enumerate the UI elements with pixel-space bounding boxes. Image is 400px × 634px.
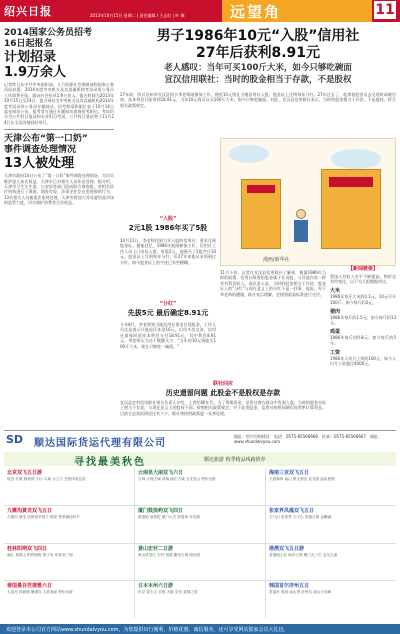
- route-text: 漓江 象鼻山 阳朔西街 银子岩 印象刘三姐: [7, 552, 73, 557]
- route-text: 石林 大理古城 洱海 丽江古城 玉龙雪山 特价出游: [138, 477, 216, 481]
- ad-route-cell[interactable]: [4, 581, 134, 618]
- ad-route-cell[interactable]: [135, 468, 265, 505]
- ad-route-cell[interactable]: [135, 506, 265, 543]
- route-text: 天涯海角 南山 蜈支洲岛 亚龙湾 温泉度假: [269, 477, 335, 481]
- section-b-title: [120, 300, 216, 318]
- ad-route-grid: [4, 468, 396, 618]
- news-link-sidebar: [330, 265, 396, 425]
- sidebar-item-title: 大米: [330, 288, 341, 295]
- person-body: [294, 220, 308, 242]
- illustration-caption: 漫画/新华社: [263, 257, 290, 263]
- bank-sign: [329, 177, 373, 187]
- paper-name: 绍兴日报: [4, 5, 52, 18]
- cloud-shape: [331, 149, 381, 169]
- story2-headline3: 13人被处理: [4, 156, 75, 172]
- section-d-body: 11月下旬，记者在宣汉县信用联社了解到，根据1986年当时的政策，信用社吸收的股金属于社员股，与其他存款一样享有利息收入。该负责人说，当时的股金相当于存款，股金证上的“分红”与现在意义上的分红不是一回事。他说，对于李老师的遭遇，联社表示理解，会按照最高标准进行兑付。: [220, 270, 326, 297]
- story1-body: 记者昨日从中共中央组织部、人力资源社会保障部和国家公务员局获悉，2014年度中央机关及其直属机构考试录用公务员工作即将开始，面向社会招录1.9万余人。报名时间为2013年10月15日至24日，报名网站为中央机关及其直属机构2014年度考试录用公务员专题网站。招考简章和职位表于10月14日起在网站公布。报考者可通过专题网站查询招考职位。考试仍分为公共科目笔试和专业科目考试，公共科目笔试将于11月24日在全国各地同时举行。: [4, 82, 114, 125]
- story-tianjin-milk[interactable]: [4, 134, 114, 205]
- ad-route-cell[interactable]: [135, 581, 265, 618]
- section-a-title: [120, 215, 216, 233]
- company-ad-strip[interactable]: [4, 430, 396, 450]
- route-title: 黄山宏村二日游: [138, 545, 174, 552]
- route-text: 九寨沟 黄龙 成都宽窄巷子 锦里 秋季最佳时节: [7, 514, 80, 519]
- main-story: [120, 28, 396, 108]
- section-c-tag: 联社回应: [212, 381, 233, 387]
- section-name: 远望角: [230, 3, 282, 21]
- footer-bar: [0, 624, 400, 634]
- section-a-body: 10月11日，李老师找到当年入股的信用社，要求兑现股金证。据他回忆，1986年他刚参加工作，信用社工作人员上门动员入股，每股2元，他便买了5股共计10元。股金证上写明每年分红，但27年来他从未领到过分红。如今股金证上的字迹已有些模糊。: [120, 238, 216, 265]
- sidebar-item-text: 1986年每斤约0.8元；如今每斤约5元。: [330, 335, 396, 346]
- section-a-tag: “入股”: [159, 216, 177, 222]
- section-b-heading: 先拔5元 最后确定8.91元: [127, 309, 209, 317]
- company-logo: SD: [6, 433, 24, 446]
- ad-route-cell[interactable]: [135, 544, 265, 581]
- main-headline-2: 27年后获利8.91元: [195, 45, 321, 61]
- ad-route-cell[interactable]: [266, 581, 396, 618]
- route-text: 天门山 袁家界 天子山 凤凰古城 金鞭溪: [269, 514, 332, 519]
- route-title: 韩国首尔济州五日: [269, 583, 310, 590]
- sidebar-title: 【新闻链接】: [347, 266, 378, 272]
- route-text: 故宫 长城 颐和园 天坛 鸟巢 水立方 全程四星住宿: [7, 477, 86, 481]
- route-title: 九寨沟黄龙双飞五日: [7, 507, 53, 514]
- route-title: 海南三亚双飞五日: [269, 470, 310, 476]
- ad-route-cell[interactable]: [4, 544, 134, 581]
- route-text: 香港迪士尼 海洋公园 澳门大三巴 金光大道: [269, 552, 338, 557]
- story2-headline1: 天津公布“第一口奶”: [4, 134, 88, 145]
- ad-route-cell[interactable]: [266, 544, 396, 581]
- section-b-body: 今年8月，李老师到当地信用社要求兑现股金，工作人员先是表示只能退还本金10元，后经多次交涉，信用社最终同意连本带息支付18.91元，其中利息8.91元。李老师认为这个数额太少，“当年的10元钱能买100斤大米，现在只够吃一碗面。”: [120, 322, 216, 349]
- story1-headline1: 计划招录: [4, 50, 57, 65]
- sidebar-item-text: 1986年人均月工资约100元；如今人均月工资超过4000元。: [330, 355, 396, 366]
- masthead: [0, 0, 400, 22]
- column-divider: [4, 129, 114, 130]
- main-headline: 男子1986年10元“入股”信用社: [156, 28, 360, 44]
- main-subhead-2: 宣汉信用联社：当时的股金相当于存款，不是股权: [164, 75, 352, 85]
- sidebar-item-title: 猪肉: [330, 308, 341, 315]
- cloud-shape: [229, 145, 269, 163]
- story1-kicker2: 16日起报名: [4, 39, 53, 49]
- route-text: 黄山风景区 宏村 西递 徽州古城 纯玩团: [138, 552, 201, 557]
- ad-route-cell[interactable]: [4, 468, 134, 505]
- route-text: 大皇宫 四面佛 珊瑚岛 人妖表演 特价出游: [7, 590, 73, 595]
- story1-kicker: 2014国家公务员招考: [4, 28, 93, 38]
- bank-sign: [247, 185, 275, 193]
- route-title: 港澳双飞五日游: [269, 545, 305, 552]
- main-subhead-1: 老人感叹：当年可买100斤大米，如今只够吃碗面: [164, 63, 352, 73]
- ad-banner-subtitle: 顺达旅游 秋季精品线路推荐: [204, 457, 266, 463]
- story-civil-service[interactable]: [4, 28, 114, 125]
- company-contact: 地址：绍兴市柯桥区 电话：0575-85566666 传真：0575-85566667 网址：www.shundalvyou.com: [234, 434, 382, 444]
- route-text: 景福宫 明洞 南山塔 济州岛 城山日出峰: [269, 590, 332, 595]
- story2-headline2: 事件调查处理情况: [4, 145, 77, 156]
- route-title: 厦门鼓浪屿双飞四日: [138, 507, 184, 514]
- cartoon-illustration: [220, 138, 396, 266]
- section-c-body: 宣汉县农村信用联社相关负责人介绍，上世纪80年代，为了筹集资金，信用社曾在群众中发展入股，当时的股金实际上相当于存款，与现在意义上的股权不同。按照相关政策规定，对于此类股金，信用社按照同期存款利率计算利息。目前全县类似情况还有不少，联社将按照政策逐一妥善处理。: [120, 400, 326, 416]
- travel-ad: [4, 452, 396, 622]
- main-lead: 27年前，四川达州市宣汉县的小李老师刚参加工作，便花10元钱在当地信用社入股，股金证上注明每年分红。27年过去了，他拿着股金证去兑现时却被告知，连本带息只能拿到18.91元，当年10元钱可以买100斤大米，如今只够吃碗面。对此，宣汉县信用联社表示，当时的股金相当于存款，不是股权，符合相关政策规定。: [120, 92, 396, 108]
- sidebar-item-text: 1986年每斤约1.5元；如今每斤约13元。: [330, 314, 396, 326]
- footer-text: 欢迎登录本公司官方网站www.shundalvyou.com，为您提供出行便利，价格优惠，诚信服务，还可享受网站独家会员大礼包。: [6, 627, 289, 633]
- story1-headline2: 1.9万余人: [4, 65, 67, 80]
- sidebar-item-text: 1986年每斤大米约0.1元，10元可买100斤；如今每斤约2元。: [330, 294, 396, 305]
- section-a-heading: 2元1股 1986年买了5股: [128, 224, 208, 232]
- sidebar-item-title: 鸡蛋: [330, 329, 341, 336]
- ad-route-cell[interactable]: [266, 506, 396, 543]
- ad-route-cell[interactable]: [4, 506, 134, 543]
- company-name: 顺达国际货运代理有限公司: [34, 438, 166, 449]
- sidebar-intro: 我国人均收入水平不断提高，物价也有所变化，以下为几组数据对比。: [330, 274, 396, 285]
- route-title: 泰国曼谷芭提雅六日: [7, 583, 53, 590]
- page-number: 11: [375, 2, 395, 18]
- route-title: 北京双飞五日游: [7, 470, 43, 476]
- section-c-heading: 历史遗留问题 此股金不是股权是存款: [165, 389, 281, 397]
- section-b-tag: “分红”: [159, 301, 177, 307]
- sidebar-item-title: 工资: [330, 349, 341, 356]
- left-column: [4, 28, 114, 426]
- ad-banner-title: 寻找最美秋色: [74, 457, 146, 468]
- section-c-title: [120, 380, 326, 398]
- route-title: 云南昆大丽双飞六日: [138, 470, 184, 476]
- route-title: 桂林阳朔双飞四日: [7, 545, 48, 552]
- route-text: 鼓浪屿 南普陀 厦门大学 曾厝垵 环岛路: [138, 514, 201, 519]
- story2-body: 天津市政府14日公布了“第一口奶”事件调查处理情况，为切实维护患儿家长权益，天津市已对相关人员作出处理。据介绍，天津市卫生计生委、公安局等部门组成联合调查组，对相关医疗机构进行了调查。调查发现，涉事企业存在违规推销行为，13名相关人员被依法依规处理。天津市将加大对母婴用品市场的监管力度，切实保护消费者合法权益。: [4, 173, 114, 206]
- route-title: 张家界凤凰双飞五日: [269, 507, 315, 514]
- route-title: 日本本州六日游: [138, 583, 174, 590]
- ad-banner: [4, 452, 396, 466]
- person-head: [296, 209, 306, 219]
- issue-meta: 2013年10月15日 星期二 | 责任编辑 / 王志红 | 叶 琳: [90, 13, 185, 18]
- ad-route-cell[interactable]: [266, 468, 396, 505]
- route-text: 东京 富士山 京都 大阪 奈良 赏枫之旅: [138, 590, 198, 595]
